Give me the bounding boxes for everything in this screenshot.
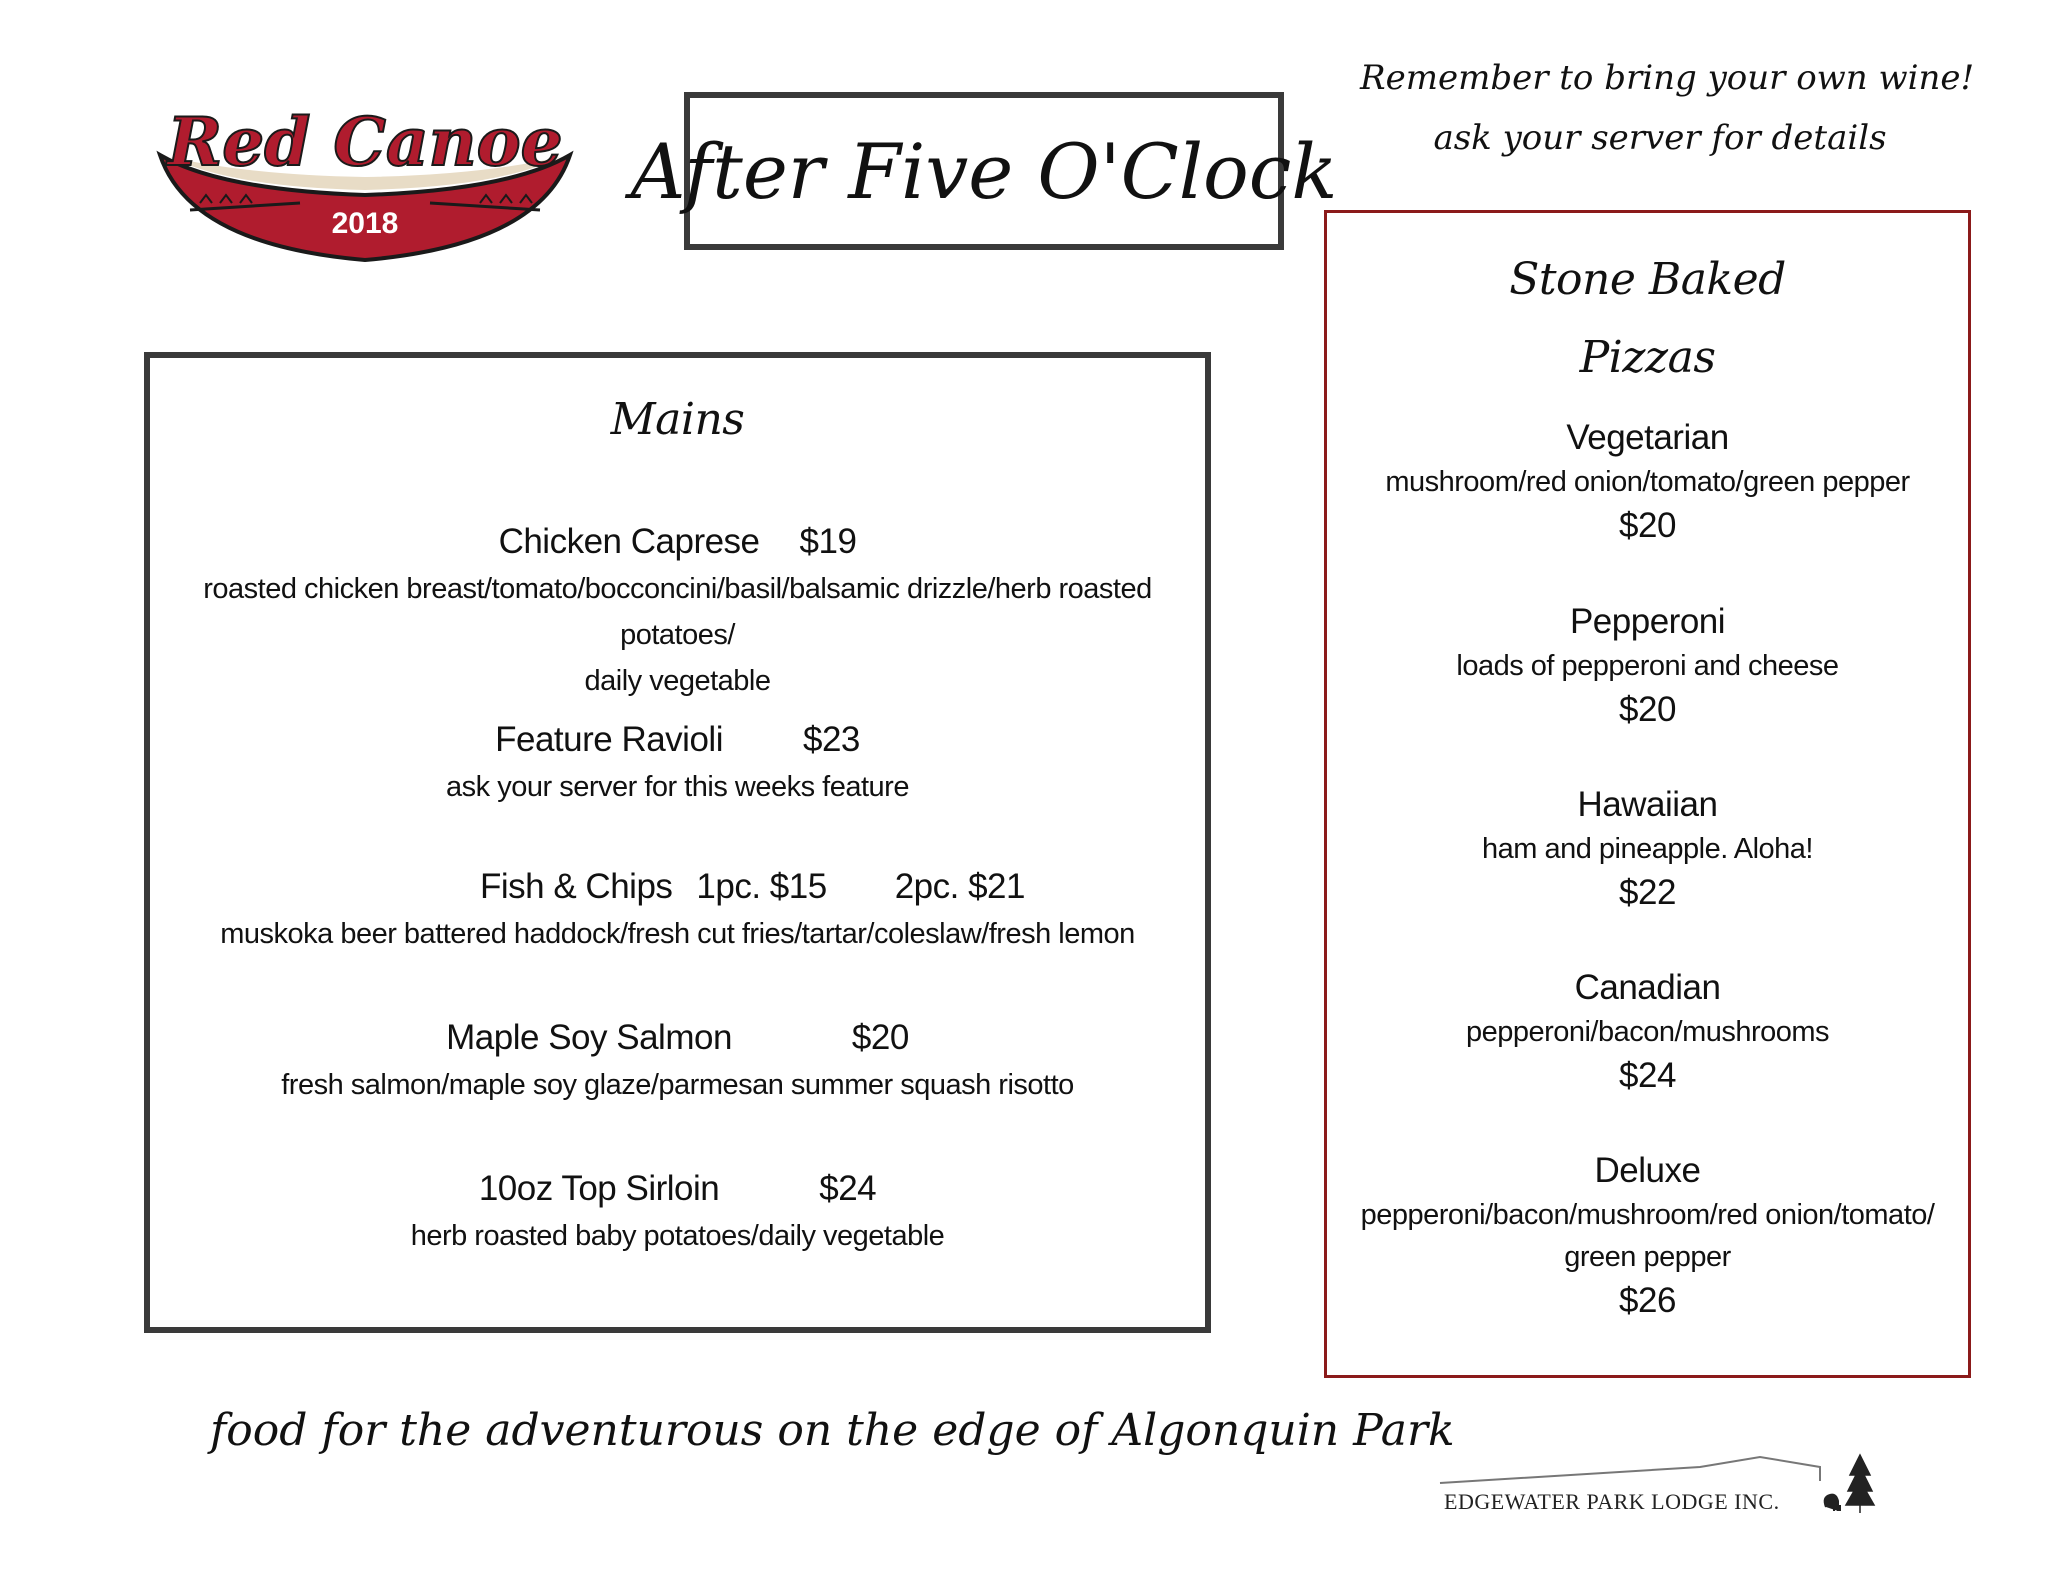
- pizza-name: Deluxe: [1594, 1151, 1701, 1190]
- menu-item-feature-ravioli: [150, 716, 1205, 810]
- item-price: $19: [799, 522, 857, 561]
- item-name: Maple Soy Salmon: [446, 1018, 732, 1057]
- pizza-price: $24: [1619, 1056, 1676, 1095]
- page-title: After Five O'Clock: [630, 126, 1338, 216]
- item-name: Fish & Chips: [480, 867, 673, 906]
- menu-item-top-sirloin: [150, 1165, 1205, 1259]
- item-price: $23: [802, 720, 860, 759]
- pizza-item-pepperoni: [1327, 599, 1968, 733]
- pizza-item-canadian: [1327, 965, 1968, 1099]
- menu-item-chicken-caprese: [150, 518, 1205, 704]
- pizza-name: Vegetarian: [1566, 418, 1729, 457]
- pizza-description: loads of pepperoni and cheese: [1456, 650, 1839, 682]
- item-name: 10oz Top Sirloin: [478, 1169, 720, 1208]
- pizza-description: pepperoni/bacon/mushroom/red onion/tomato/: [1360, 1199, 1935, 1231]
- item-price: $24: [819, 1169, 877, 1208]
- pizza-name: Canadian: [1574, 968, 1721, 1007]
- item-description: roasted chicken breast/tomato/bocconcini/basil/balsamic drizzle/herb roasted potatoes/: [203, 573, 1152, 651]
- pizza-name: Hawaiian: [1577, 785, 1718, 824]
- byob-line-2: ask your server for details: [1433, 118, 1887, 158]
- tagline: food for the adventurous on the edge of Algonquin Park: [210, 1405, 1455, 1456]
- byob-line-1: Remember to bring your own wine!: [1360, 58, 1975, 98]
- title-box: [630, 92, 1338, 250]
- edgewater-lodge-logo: [1430, 1445, 1880, 1525]
- pizza-title-line-1: Stone Baked: [1509, 254, 1786, 305]
- pizza-price: $20: [1619, 506, 1676, 545]
- item-name: Chicken Caprese: [498, 522, 760, 561]
- pizza-item-vegetarian: [1327, 415, 1968, 549]
- mains-title: Mains: [610, 394, 745, 445]
- canoe-icon: [150, 95, 580, 265]
- pizza-item-hawaiian: [1327, 782, 1968, 916]
- menu-item-fish-and-chips: [150, 863, 1205, 957]
- byob-note: [1360, 48, 1975, 168]
- tree-icon: [1846, 1455, 1874, 1513]
- item-price-2: 2pc. $21: [894, 867, 1025, 906]
- pizza-title-line-2: Pizzas: [1579, 332, 1716, 383]
- item-description-2: daily vegetable: [584, 665, 771, 697]
- item-price: $20: [851, 1018, 909, 1057]
- menu-item-maple-soy-salmon: [150, 1014, 1205, 1108]
- item-name: Feature Ravioli: [495, 720, 723, 759]
- item-description: muskoka beer battered haddock/fresh cut fries/tartar/coleslaw/fresh lemon: [220, 918, 1135, 950]
- pizza-description-2: green pepper: [1564, 1241, 1731, 1273]
- item-description: fresh salmon/maple soy glaze/parmesan summer squash risotto: [281, 1069, 1074, 1101]
- pizza-section: [1324, 210, 1971, 1378]
- logo-year: 2018: [331, 207, 399, 240]
- pizza-price: $20: [1619, 690, 1676, 729]
- pizza-title: [1327, 241, 1968, 397]
- lodge-name: EDGEWATER PARK LODGE INC.: [1444, 1489, 1780, 1514]
- pizza-item-deluxe: [1327, 1148, 1968, 1324]
- pizza-price: $26: [1619, 1281, 1676, 1320]
- pizza-description: pepperoni/bacon/mushrooms: [1465, 1016, 1830, 1048]
- pizza-name: Pepperoni: [1569, 602, 1726, 641]
- pizza-description: mushroom/red onion/tomato/green pepper: [1385, 466, 1910, 498]
- red-canoe-logo: [150, 95, 580, 265]
- item-description: ask your server for this weeks feature: [446, 771, 909, 803]
- item-description: herb roasted baby potatoes/daily vegetable: [410, 1220, 945, 1252]
- mains-section: [144, 352, 1211, 1333]
- item-price: 1pc. $15: [696, 867, 827, 906]
- moose-icon: [1825, 1495, 1840, 1511]
- pizza-description: ham and pineapple. Aloha!: [1482, 833, 1813, 865]
- logo-wordmark: Red Canoe: [167, 103, 563, 181]
- pizza-price: $22: [1619, 873, 1676, 912]
